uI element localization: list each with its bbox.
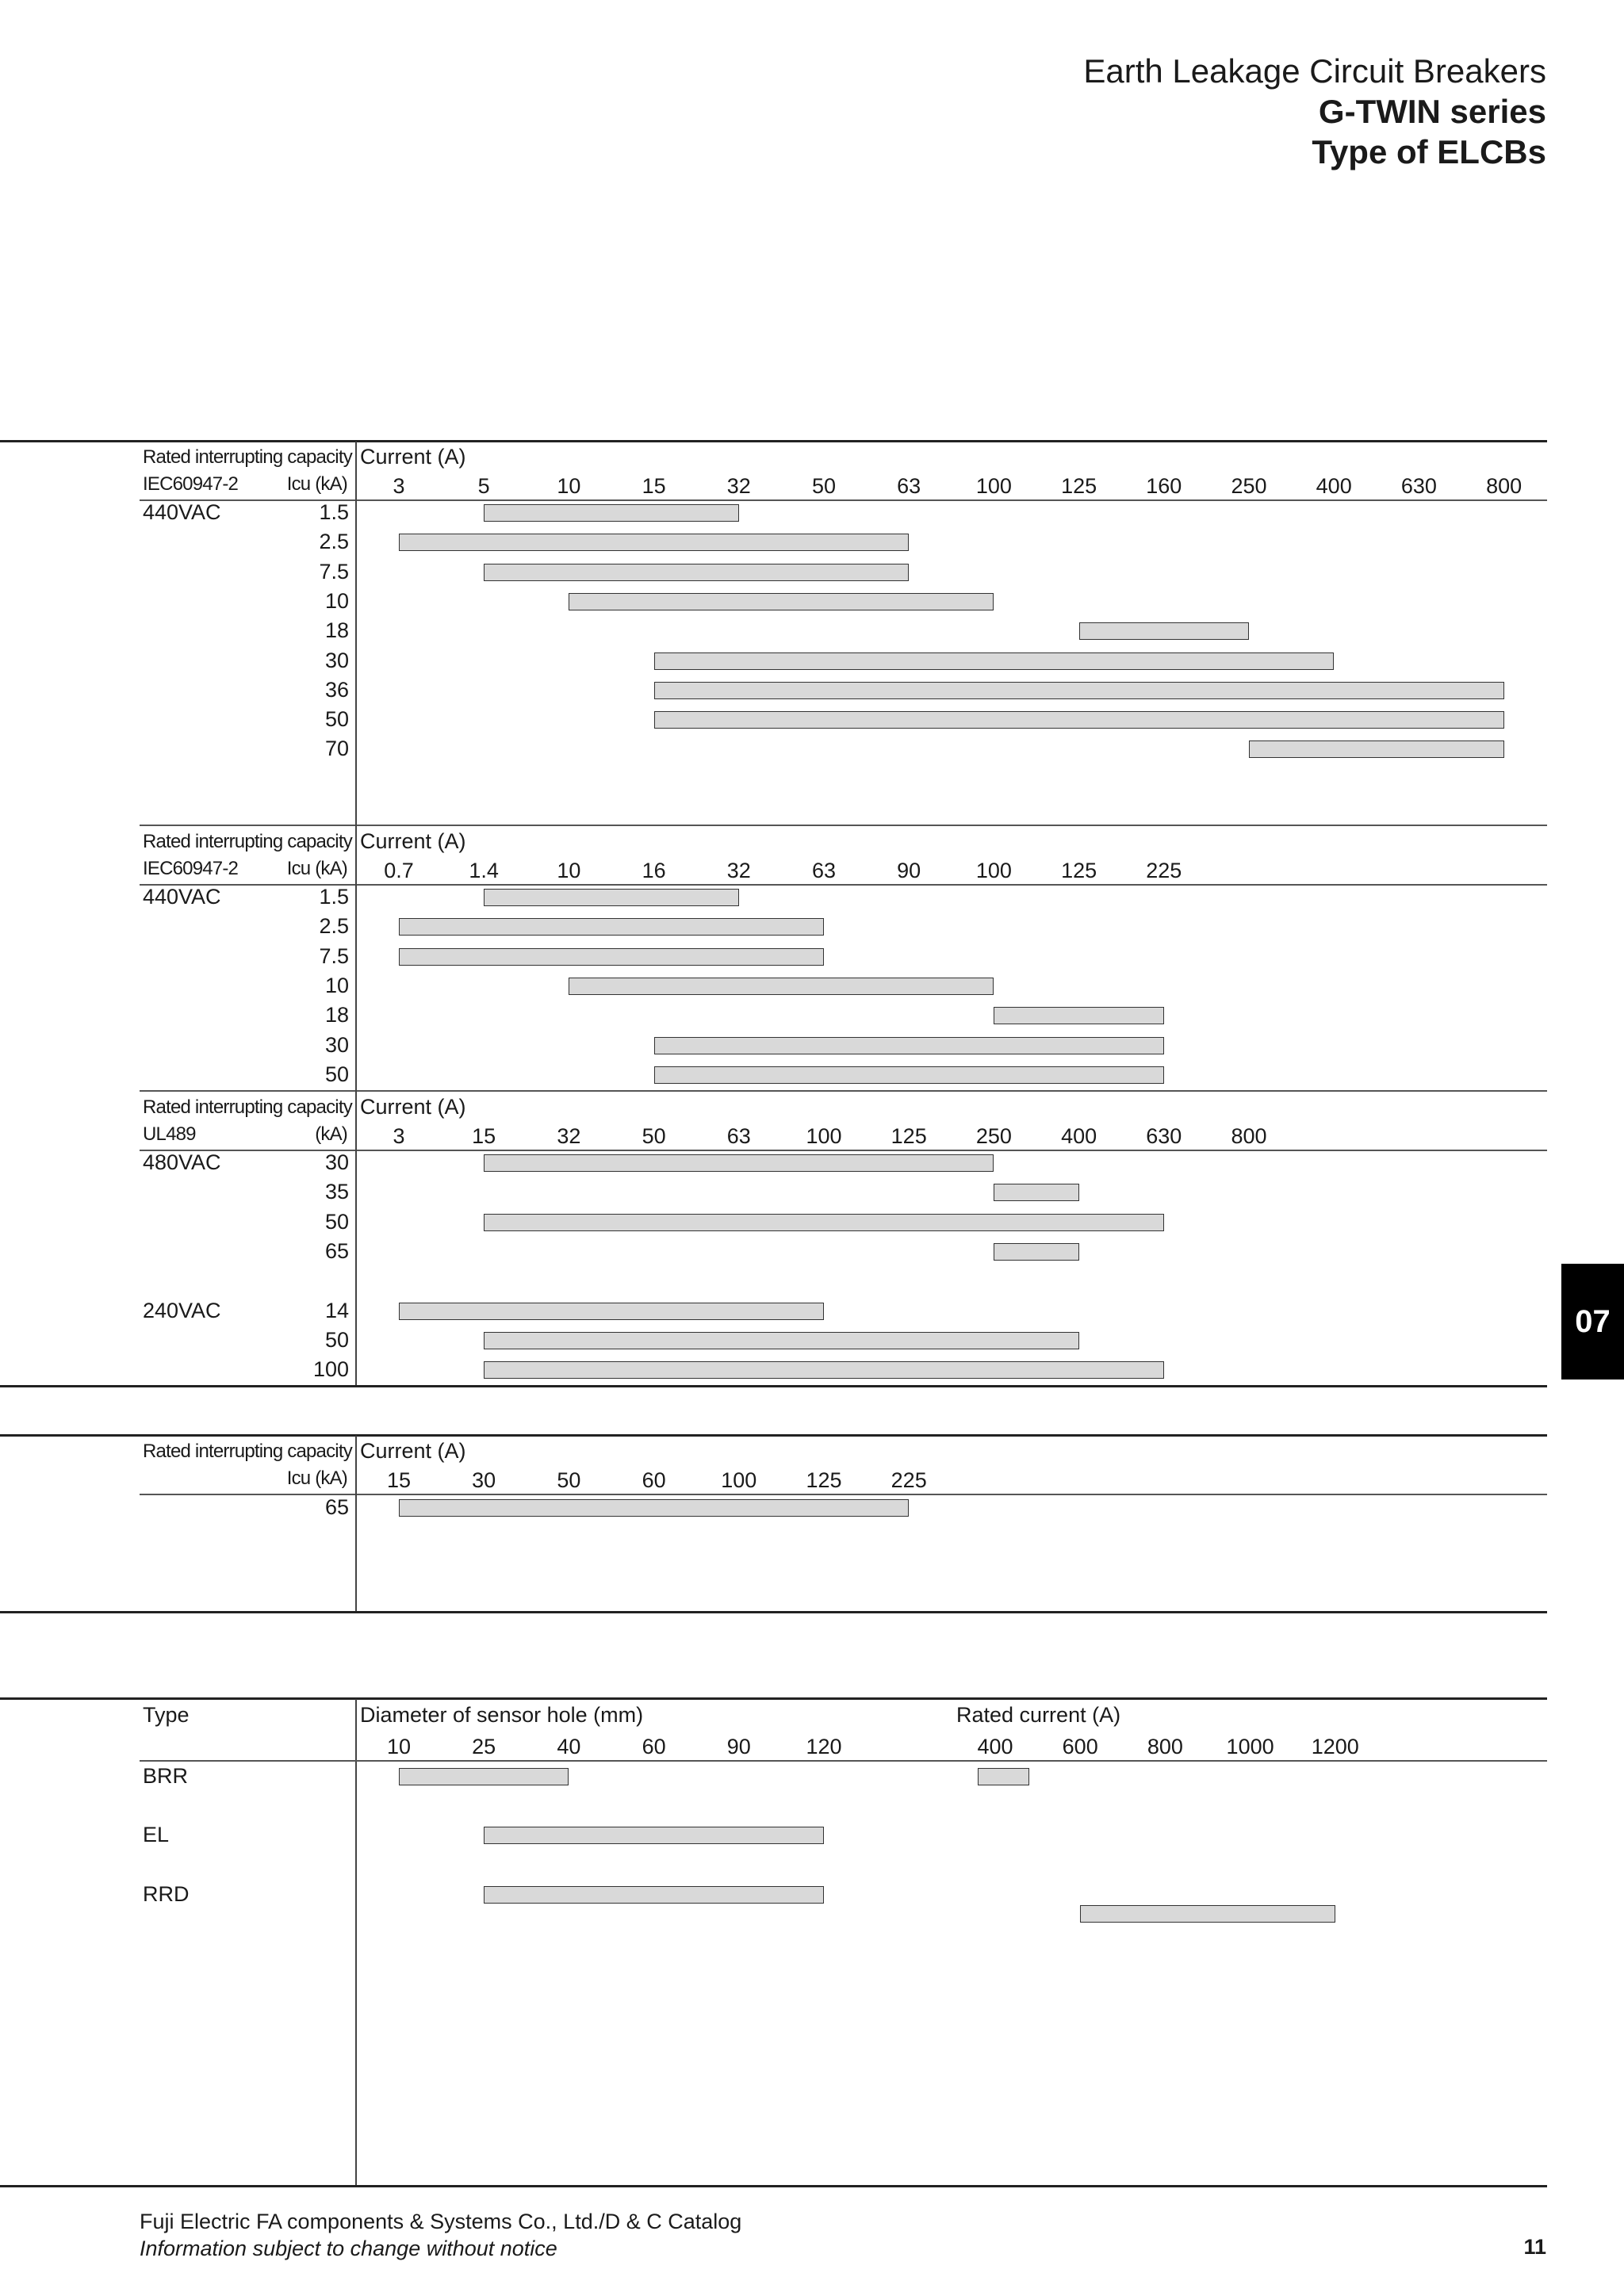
- table3-group-label: 480VAC: [143, 1150, 221, 1174]
- table2-header-rule: [140, 884, 1547, 886]
- table1-tick-label: 125: [1061, 474, 1097, 498]
- table4-tick-label: 100: [721, 1468, 757, 1492]
- table2-capacity-value: 30: [324, 1032, 349, 1057]
- table2-range-bar: [654, 1037, 1164, 1054]
- table2-label-unit: Icu (kA): [286, 858, 347, 879]
- table3-range-bar: [484, 1154, 994, 1172]
- footer-notice: Information subject to change without notice: [140, 2237, 557, 2260]
- table4-label-capacity: Rated interrupting capacity: [143, 1441, 352, 1462]
- table-divider: [355, 1436, 357, 1611]
- table1-tick-label: 250: [1231, 474, 1267, 498]
- table4-label-unit: Icu (kA): [286, 1468, 347, 1489]
- sensor-type-name: EL: [143, 1823, 170, 1846]
- table3-tick-label: 32: [557, 1124, 581, 1148]
- page-number: 11: [1523, 2235, 1546, 2259]
- table1-tick-label: 630: [1400, 474, 1437, 498]
- table2-tick-label: 63: [811, 859, 837, 882]
- table3-tick-label: 100: [806, 1124, 842, 1148]
- table-bottom-rule: [0, 1611, 1547, 1613]
- table1-range-bar: [484, 564, 909, 581]
- table4-tick-label: 30: [472, 1468, 496, 1492]
- sensor-rated-title: Rated current (A): [956, 1703, 1121, 1727]
- table1-range-bar: [484, 504, 739, 522]
- sensor-diameter-tick: 60: [642, 1735, 666, 1758]
- table1-capacity-value: 36: [324, 677, 349, 702]
- table2-tick-label: 90: [897, 859, 921, 882]
- table3-capacity-value: 50: [324, 1327, 349, 1352]
- table2-axis-title: Current (A): [360, 829, 466, 853]
- table1-tick-label: 15: [642, 474, 666, 498]
- table2-capacity-value: 50: [324, 1062, 349, 1086]
- table3-tick-label: 250: [975, 1124, 1012, 1148]
- table2-capacity-value: 10: [324, 973, 349, 997]
- table1-capacity-value: 30: [324, 648, 349, 672]
- sensor-rated-tick: 800: [1147, 1735, 1183, 1758]
- sensor-rated-tick: 400: [977, 1735, 1013, 1758]
- table2-tick-label: 32: [726, 859, 751, 882]
- table1-capacity-value: 7.5: [319, 559, 349, 584]
- sensor-table-divider: [355, 1699, 357, 2185]
- table1-range-bar: [399, 534, 909, 551]
- table3-range-bar: [484, 1332, 1078, 1349]
- table1-range-bar: [654, 711, 1504, 729]
- table2-capacity-value: 2.5: [319, 914, 349, 939]
- table3-tick-label: 15: [472, 1124, 496, 1148]
- table2-tick-label: 0.7: [384, 859, 414, 882]
- table4-tick-label: 225: [891, 1468, 927, 1492]
- table1-tick-label: 63: [897, 474, 921, 498]
- table3-tick-label: 400: [1061, 1124, 1097, 1148]
- table2-tick-label: 225: [1146, 859, 1182, 882]
- sensor-rated-tick: 1200: [1311, 1735, 1359, 1758]
- table1-tick-label: 400: [1316, 474, 1352, 498]
- table2-capacity-value: 18: [324, 1003, 349, 1027]
- table1-tick-label: 10: [557, 474, 581, 498]
- table3-tick-label: 800: [1231, 1124, 1267, 1148]
- table1-capacity-value: 2.5: [319, 530, 349, 554]
- sensor-diameter-tick: 10: [386, 1735, 412, 1758]
- table-divider: [355, 442, 357, 1385]
- table3-range-bar: [484, 1361, 1164, 1379]
- table1-capacity-value: 70: [324, 737, 349, 761]
- table4-tick-label: 50: [557, 1468, 581, 1492]
- table2-label-standard: IEC60947-2: [143, 858, 239, 879]
- table1-tick-label: 50: [811, 474, 837, 498]
- footer-rule: [0, 2185, 1547, 2187]
- table3-range-bar: [399, 1303, 824, 1320]
- table4-capacity-value: 65: [324, 1495, 349, 1519]
- table3-top-rule: [140, 1090, 1547, 1092]
- table2-range-bar: [654, 1066, 1164, 1084]
- table1-tick-label: 32: [726, 474, 751, 498]
- table3-range-bar: [994, 1243, 1078, 1261]
- table3-range-bar: [484, 1214, 1164, 1231]
- table1-tick-label: 100: [975, 474, 1012, 498]
- table3-capacity-value: 100: [312, 1357, 349, 1382]
- sensor-diameter-tick: 40: [557, 1735, 581, 1758]
- table3-group-label: 240VAC: [143, 1298, 221, 1322]
- sensor-diameter-tick: 120: [806, 1735, 842, 1758]
- table2-top-rule: [140, 825, 1547, 826]
- table2-range-bar: [569, 978, 994, 995]
- sensor-diameter-bar: [484, 1827, 824, 1844]
- table4-top-rule: [0, 1434, 1547, 1437]
- table4-tick-label: 60: [642, 1468, 666, 1492]
- table3-label-capacity: Rated interrupting capacity: [143, 1096, 352, 1118]
- sensor-type-label: Type: [143, 1703, 190, 1727]
- table3-range-bar: [994, 1184, 1078, 1201]
- sensor-rated-tick: 1000: [1226, 1735, 1274, 1758]
- table3-tick-label: 125: [891, 1124, 927, 1148]
- table1-range-bar: [654, 652, 1335, 670]
- table1-range-bar: [1249, 740, 1504, 758]
- table4-range-bar: [399, 1499, 909, 1517]
- table3-axis-title: Current (A): [360, 1095, 466, 1119]
- header-line3: Type of ELCBs: [1312, 133, 1546, 170]
- table2-capacity-value: 7.5: [319, 943, 349, 968]
- table-bottom-rule: [0, 1385, 1547, 1387]
- table2-tick-label: 125: [1061, 859, 1097, 882]
- table3-header-rule: [140, 1150, 1547, 1151]
- sensor-diameter-title: Diameter of sensor hole (mm): [360, 1703, 644, 1727]
- table1-capacity-value: 1.5: [319, 500, 349, 524]
- table3-capacity-value: 35: [324, 1180, 349, 1204]
- table2-capacity-value: 1.5: [319, 885, 349, 909]
- table1-range-bar: [654, 682, 1504, 699]
- sensor-header-rule: [140, 1760, 1547, 1762]
- table3-capacity-value: 14: [324, 1298, 349, 1322]
- table1-axis-title: Current (A): [360, 445, 466, 469]
- table2-group-label: 440VAC: [143, 885, 221, 909]
- table2-range-bar: [484, 889, 739, 906]
- table1-range-bar: [1079, 622, 1249, 640]
- footer-company: Fuji Electric FA components & Systems Co., Ltd./D & C Catalog: [140, 2210, 742, 2233]
- sensor-rated-tick: 600: [1062, 1735, 1098, 1758]
- table1-capacity-value: 18: [324, 618, 349, 643]
- sensor-rated-bar: [1080, 1905, 1335, 1923]
- section-tab: 07: [1561, 1264, 1624, 1380]
- table1-label-standard: IEC60947-2: [143, 473, 239, 495]
- table2-range-bar: [399, 948, 824, 966]
- table1-range-bar: [569, 593, 994, 610]
- table4-tick-label: 125: [806, 1468, 842, 1492]
- table3-tick-label: 3: [393, 1124, 405, 1148]
- table4-axis-title: Current (A): [360, 1439, 466, 1463]
- table1-tick-label: 160: [1146, 474, 1182, 498]
- table3-label-standard: UL489: [143, 1123, 196, 1145]
- table1-header-rule: [140, 499, 1547, 501]
- table2-tick-label: 1.4: [469, 859, 499, 882]
- table3-capacity-value: 50: [324, 1209, 349, 1234]
- table2-tick-label: 100: [975, 859, 1012, 882]
- header-line2: G-TWIN series: [1318, 93, 1546, 130]
- table2-range-bar: [399, 918, 824, 936]
- table4-header-rule: [140, 1494, 1547, 1495]
- table1-tick-label: 800: [1486, 474, 1522, 498]
- table4-tick-label: 15: [386, 1468, 412, 1492]
- table2-label-capacity: Rated interrupting capacity: [143, 831, 352, 852]
- table2-range-bar: [994, 1007, 1163, 1024]
- table1-capacity-value: 10: [324, 588, 349, 613]
- sensor-rated-bar: [978, 1768, 1029, 1785]
- table1-tick-label: 5: [477, 474, 490, 498]
- table3-capacity-value: 30: [324, 1150, 349, 1174]
- sensor-type-name: BRR: [143, 1764, 189, 1788]
- table3-capacity-value: 65: [324, 1238, 349, 1263]
- table1-group-label: 440VAC: [143, 500, 221, 524]
- header-line1: Earth Leakage Circuit Breakers: [1083, 52, 1546, 90]
- table2-tick-label: 10: [557, 859, 581, 882]
- table1-label-unit: Icu (kA): [286, 473, 347, 495]
- sensor-diameter-tick: 90: [726, 1735, 751, 1758]
- table1-capacity-value: 50: [324, 707, 349, 732]
- table3-tick-label: 50: [642, 1124, 666, 1148]
- sensor-diameter-tick: 25: [472, 1735, 496, 1758]
- table3-tick-label: 63: [726, 1124, 751, 1148]
- table3-label-unit: (kA): [315, 1123, 347, 1145]
- table3-tick-label: 630: [1146, 1124, 1182, 1148]
- sensor-type-name: RRD: [143, 1882, 190, 1906]
- sensor-diameter-bar: [484, 1886, 824, 1904]
- sensor-diameter-bar: [399, 1768, 569, 1785]
- sensor-table-top-rule: [0, 1697, 1547, 1700]
- table1-label-capacity: Rated interrupting capacity: [143, 446, 352, 468]
- table2-tick-label: 16: [642, 859, 666, 882]
- table1-top-rule: [0, 440, 1547, 442]
- table1-tick-label: 3: [393, 474, 405, 498]
